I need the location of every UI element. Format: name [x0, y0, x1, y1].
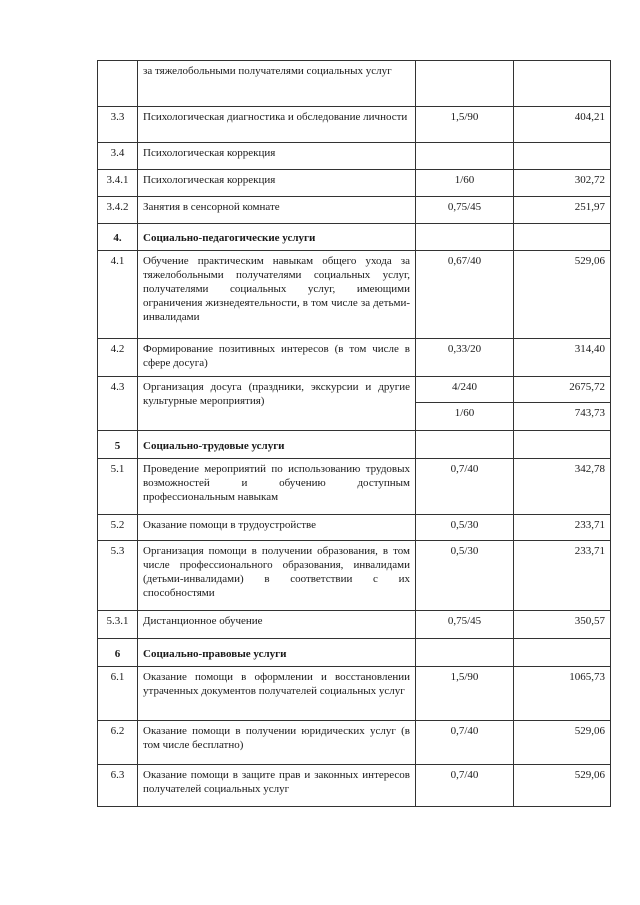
service-rate: 1/60 [416, 170, 514, 197]
empty-cell [514, 224, 611, 251]
row-number: 5.1 [98, 459, 138, 515]
service-name: Оказание помощи в защите прав и законных интересов получателей социальных услуг [138, 765, 416, 807]
service-name: Оказание помощи в оформлении и восстановлении утраченных документов получателей социальных услуг [138, 667, 416, 721]
empty-cell [416, 224, 514, 251]
service-price: 529,06 [514, 251, 611, 339]
section-header-row [98, 431, 611, 459]
table-row [98, 667, 611, 721]
row-number: 6.3 [98, 765, 138, 807]
section-number: 6 [98, 639, 138, 667]
row-number: 3.3 [98, 107, 138, 143]
service-rate: 0,5/30 [416, 541, 514, 611]
service-price: 342,78 [514, 459, 611, 515]
service-name: Формирование позитивных интересов (в том числе в сфере досуга) [138, 339, 416, 377]
row-number: 4.1 [98, 251, 138, 339]
service-price: 404,21 [514, 107, 611, 143]
section-number: 4. [98, 224, 138, 251]
service-name: Психологическая диагностика и обследование личности [138, 107, 416, 143]
service-name: Психологическая коррекция [138, 143, 416, 170]
section-number: 5 [98, 431, 138, 459]
service-rate: 0,5/30 [416, 515, 514, 541]
empty-cell [514, 639, 611, 667]
service-price: 314,40 [514, 339, 611, 377]
table-row [98, 339, 611, 377]
service-name: Организация досуга (праздники, экскурсии и другие культурные мероприятия) [138, 377, 416, 431]
table-row [98, 765, 611, 807]
service-price: 233,71 [514, 541, 611, 611]
table-row [98, 251, 611, 339]
service-price: 233,71 [514, 515, 611, 541]
service-price: 2675,72 [514, 377, 611, 403]
row-number: 3.4 [98, 143, 138, 170]
row-number: 3.4.2 [98, 197, 138, 224]
service-price [514, 143, 611, 170]
table-row [98, 61, 611, 107]
section-title: Социально-правовые услуги [138, 639, 416, 667]
table-row [98, 611, 611, 639]
service-name: Оказание помощи в получении юридических услуг (в том числе бесплатно) [138, 721, 416, 765]
service-name: Проведение мероприятий по использованию трудовых возможностей и обучению доступным профессиональным навыкам [138, 459, 416, 515]
section-header-row [98, 224, 611, 251]
table-row [98, 541, 611, 611]
service-rate: 0,7/40 [416, 765, 514, 807]
row-number: 5.3.1 [98, 611, 138, 639]
service-rate: 0,75/45 [416, 611, 514, 639]
row-number: 3.4.1 [98, 170, 138, 197]
table-row [98, 515, 611, 541]
service-name: Организация помощи в получении образования, в том числе профессионального образования, инвалидами (детьми-инвалидами) в соответствии с их способностями [138, 541, 416, 611]
service-name: за тяжелобольными получателями социальных услуг [138, 61, 416, 107]
service-rate: 1,5/90 [416, 667, 514, 721]
row-number: 4.3 [98, 377, 138, 431]
service-price: 302,72 [514, 170, 611, 197]
section-title: Социально-педагогические услуги [138, 224, 416, 251]
service-rate: 0,75/45 [416, 197, 514, 224]
service-price [514, 61, 611, 107]
service-price: 1065,73 [514, 667, 611, 721]
row-number: 6.1 [98, 667, 138, 721]
empty-cell [416, 639, 514, 667]
table-row [98, 721, 611, 765]
table-row [98, 197, 611, 224]
row-number [98, 61, 138, 107]
row-number: 5.3 [98, 541, 138, 611]
service-price: 529,06 [514, 765, 611, 807]
service-price: 529,06 [514, 721, 611, 765]
service-price: 251,97 [514, 197, 611, 224]
row-number: 5.2 [98, 515, 138, 541]
row-number: 6.2 [98, 721, 138, 765]
service-rate: 0,67/40 [416, 251, 514, 339]
service-rate [416, 61, 514, 107]
services-table [97, 60, 611, 807]
service-rate: 0,7/40 [416, 459, 514, 515]
row-number: 4.2 [98, 339, 138, 377]
table-row [98, 459, 611, 515]
empty-cell [416, 431, 514, 459]
service-price: 743,73 [514, 403, 611, 431]
service-rate: 0,7/40 [416, 721, 514, 765]
service-rate [416, 143, 514, 170]
service-name: Психологическая коррекция [138, 170, 416, 197]
service-name: Дистанционное обучение [138, 611, 416, 639]
service-rate: 4/240 [416, 377, 514, 403]
service-rate: 1/60 [416, 403, 514, 431]
service-name: Оказание помощи в трудоустройстве [138, 515, 416, 541]
table-row [98, 143, 611, 170]
service-name: Занятия в сенсорной комнате [138, 197, 416, 224]
service-price: 350,57 [514, 611, 611, 639]
table-row [98, 170, 611, 197]
section-header-row [98, 639, 611, 667]
empty-cell [514, 431, 611, 459]
section-title: Социально-трудовые услуги [138, 431, 416, 459]
table-row [98, 107, 611, 143]
service-name: Обучение практическим навыкам общего ухода за тяжелобольными получателями социальных услуг, получателями социальных услуг, имеющими ограничения жизнедеятельности, в том числе за детьми-инвалидами [138, 251, 416, 339]
service-rate: 0,33/20 [416, 339, 514, 377]
table-row [98, 377, 611, 403]
service-rate: 1,5/90 [416, 107, 514, 143]
